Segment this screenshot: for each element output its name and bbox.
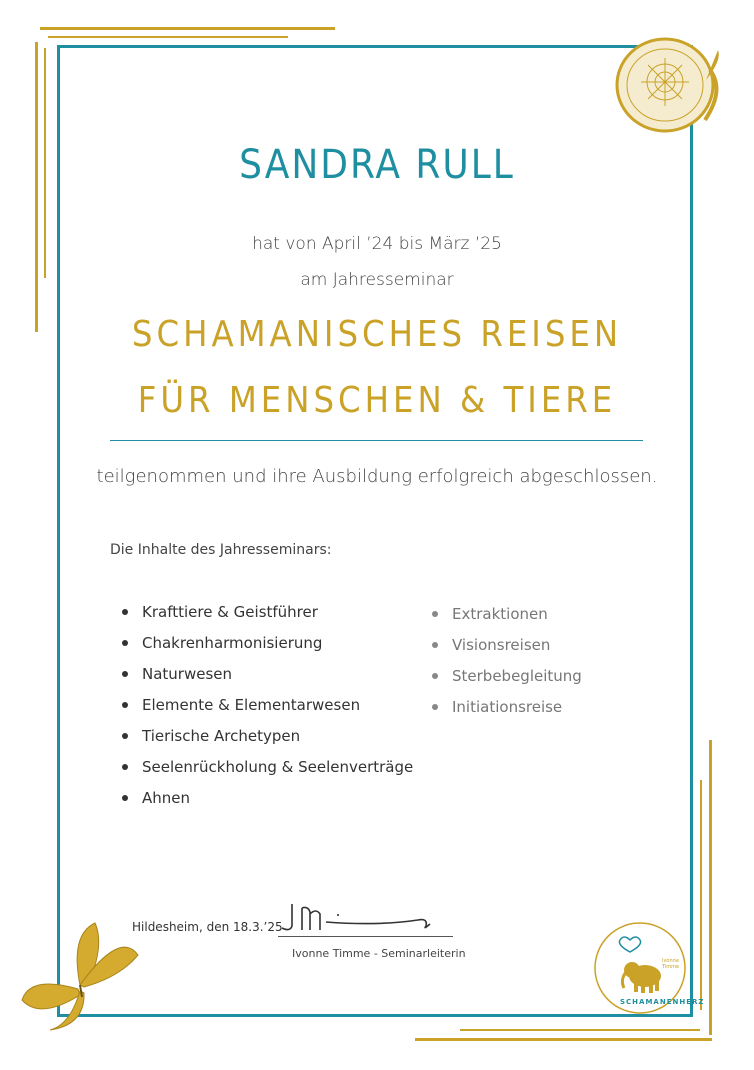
schamanenherz-logo: [590, 918, 705, 1022]
seminar-title-line-2: FÜR MENSCHEN & TIERE: [137, 380, 617, 421]
intro-line-1: hat von April ’24 bis März ’25: [252, 234, 502, 254]
list-item: Chakrenharmonisierung: [120, 632, 413, 663]
signature-line: [278, 936, 453, 937]
completion-text: teilgenommen und ihre Ausbildung erfolgreich abgeschlossen.: [96, 466, 658, 487]
gold-line-bottom-2: [460, 1029, 700, 1031]
contents-heading: Die Inhalte des Jahresseminars:: [110, 542, 332, 558]
list-item: Extraktionen: [430, 603, 582, 634]
gold-line-bottom: [415, 1038, 712, 1041]
place-date: Hildesheim, den 18.3.’25: [132, 920, 283, 934]
contents-list-left: [120, 601, 413, 818]
list-item: Sterbebegleitung: [430, 665, 582, 696]
logo-subtext: Ivonne Timme: [662, 958, 680, 970]
list-item: Ahnen: [120, 787, 413, 818]
gold-line-right: [709, 740, 712, 1035]
list-item: Tierische Archetypen: [120, 725, 413, 756]
list-item: Elemente & Elementarwesen: [120, 694, 413, 725]
shaman-drum-icon: [610, 20, 730, 144]
seminar-title-line-1: SCHAMANISCHES REISEN: [131, 314, 623, 355]
contents-list-right: [430, 603, 582, 727]
divider: [110, 440, 643, 441]
signature-caption: Ivonne Timme - Seminarleiterin: [292, 947, 466, 960]
list-item: Seelenrückholung & Seelenverträge: [120, 756, 413, 787]
gold-line-top-2: [48, 36, 288, 38]
butterfly-icon: [10, 915, 145, 1039]
signature: [278, 900, 458, 936]
list-item: Initiationsreise: [430, 696, 582, 727]
list-item: Naturwesen: [120, 663, 413, 694]
gold-line-right-2: [700, 780, 702, 1010]
teal-frame: [57, 45, 693, 1017]
intro-line-2: am Jahresseminar: [300, 270, 454, 290]
logo-text: SCHAMANENHERZ: [620, 998, 705, 1006]
recipient-name: SANDRA RULL: [239, 142, 515, 188]
list-item: Krafttiere & Geistführer: [120, 601, 413, 632]
gold-line-top: [40, 27, 335, 30]
list-item: Visionsreisen: [430, 634, 582, 665]
